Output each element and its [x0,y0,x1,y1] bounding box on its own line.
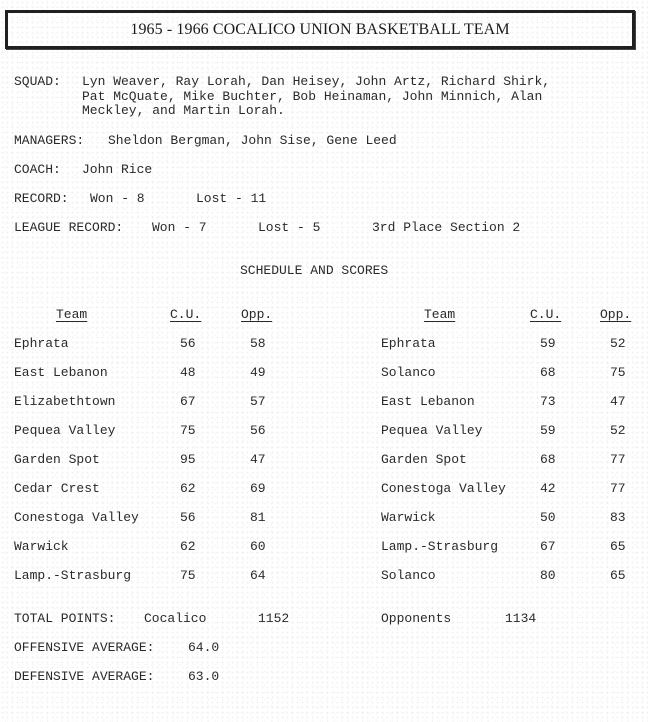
right-row-cu: 67 [540,539,556,554]
left-row-cu: 75 [180,568,196,583]
left-row-team: Cedar Crest [14,481,100,496]
league-record-won: Won - 7 [152,220,207,235]
left-row-opp: 69 [250,481,266,496]
right-row-opp: 77 [610,481,626,496]
defensive-average-label: DEFENSIVE AVERAGE: [14,669,155,684]
left-row-team: Conestoga Valley [14,510,139,525]
opponents-total: 1134 [505,611,537,626]
right-row-opp: 77 [610,452,626,467]
defensive-average-value: 63.0 [188,669,220,684]
right-row-cu: 80 [540,568,556,583]
offensive-average-value: 64.0 [188,640,220,655]
managers-label: MANAGERS: [14,133,85,148]
right-row-team: East Lebanon [381,394,475,409]
right-cu-header: C.U. [530,307,562,322]
left-team-header: Team [56,307,88,322]
right-row-team: Solanco [381,568,436,583]
right-row-team: Garden Spot [381,452,467,467]
opponents-label: Opponents [381,611,452,626]
left-row-cu: 48 [180,365,196,380]
left-row-opp: 60 [250,539,266,554]
left-row-cu: 75 [180,423,196,438]
left-row-cu: 56 [180,510,196,525]
left-row-team: Ephrata [14,336,69,351]
right-row-cu: 50 [540,510,556,525]
right-row-team: Pequea Valley [381,423,483,438]
right-team-header: Team [424,307,456,322]
left-row-team: East Lebanon [14,365,108,380]
right-row-cu: 68 [540,452,556,467]
left-row-team: Pequea Valley [14,423,116,438]
left-row-team: Elizabethtown [14,394,116,409]
left-row-opp: 81 [250,510,266,525]
left-row-cu: 62 [180,481,196,496]
managers-value: Sheldon Bergman, John Sise, Gene Leed [108,133,397,148]
offensive-average-label: OFFENSIVE AVERAGE: [14,640,155,655]
right-row-cu: 59 [540,423,556,438]
right-row-team: Warwick [381,510,436,525]
cocalico-total: 1152 [258,611,290,626]
coach-value: John Rice [82,162,153,177]
title-box [5,10,635,49]
left-row-opp: 47 [250,452,266,467]
record-won: Won - 8 [90,191,145,206]
league-record-place: 3rd Place Section 2 [372,220,521,235]
right-row-team: Solanco [381,365,436,380]
right-row-team: Ephrata [381,336,436,351]
squad-line-2: Pat McQuate, Mike Buchter, Bob Heinaman, John Minnich, Alan [82,89,543,104]
left-opp-header: Opp. [241,307,273,322]
page-title: 1965 - 1966 COCALICO UNION BASKETBALL TEAM [130,20,510,38]
left-row-opp: 58 [250,336,266,351]
right-row-opp: 65 [610,539,626,554]
left-cu-header: C.U. [170,307,202,322]
schedule-heading: SCHEDULE AND SCORES [240,263,389,278]
right-row-opp: 52 [610,336,626,351]
record-label: RECORD: [14,191,69,206]
left-row-opp: 56 [250,423,266,438]
right-opp-header: Opp. [600,307,632,322]
left-row-team: Warwick [14,539,69,554]
right-row-cu: 42 [540,481,556,496]
right-row-opp: 83 [610,510,626,525]
left-row-team: Garden Spot [14,452,100,467]
squad-line-3: Meckley, and Martin Lorah. [82,103,285,118]
league-record-label: LEAGUE RECORD: [14,220,124,235]
left-row-opp: 57 [250,394,266,409]
right-row-opp: 65 [610,568,626,583]
left-row-cu: 95 [180,452,196,467]
left-row-cu: 67 [180,394,196,409]
left-row-team: Lamp.-Strasburg [14,568,132,583]
total-points-label: TOTAL POINTS: [14,611,116,626]
right-row-opp: 47 [610,394,626,409]
right-row-opp: 52 [610,423,626,438]
squad-line-1: Lyn Weaver, Ray Lorah, Dan Heisey, John Artz, Richard Shirk, [82,74,551,89]
right-row-team: Lamp.-Strasburg [381,539,499,554]
squad-label: SQUAD: [14,74,61,89]
right-row-opp: 75 [610,365,626,380]
left-row-cu: 56 [180,336,196,351]
league-record-lost: Lost - 5 [258,220,321,235]
coach-label: COACH: [14,162,61,177]
cocalico-label: Cocalico [144,611,207,626]
right-row-cu: 59 [540,336,556,351]
right-row-team: Conestoga Valley [381,481,506,496]
left-row-opp: 49 [250,365,266,380]
right-row-cu: 68 [540,365,556,380]
left-row-opp: 64 [250,568,266,583]
record-lost: Lost - 11 [196,191,267,206]
left-row-cu: 62 [180,539,196,554]
right-row-cu: 73 [540,394,556,409]
